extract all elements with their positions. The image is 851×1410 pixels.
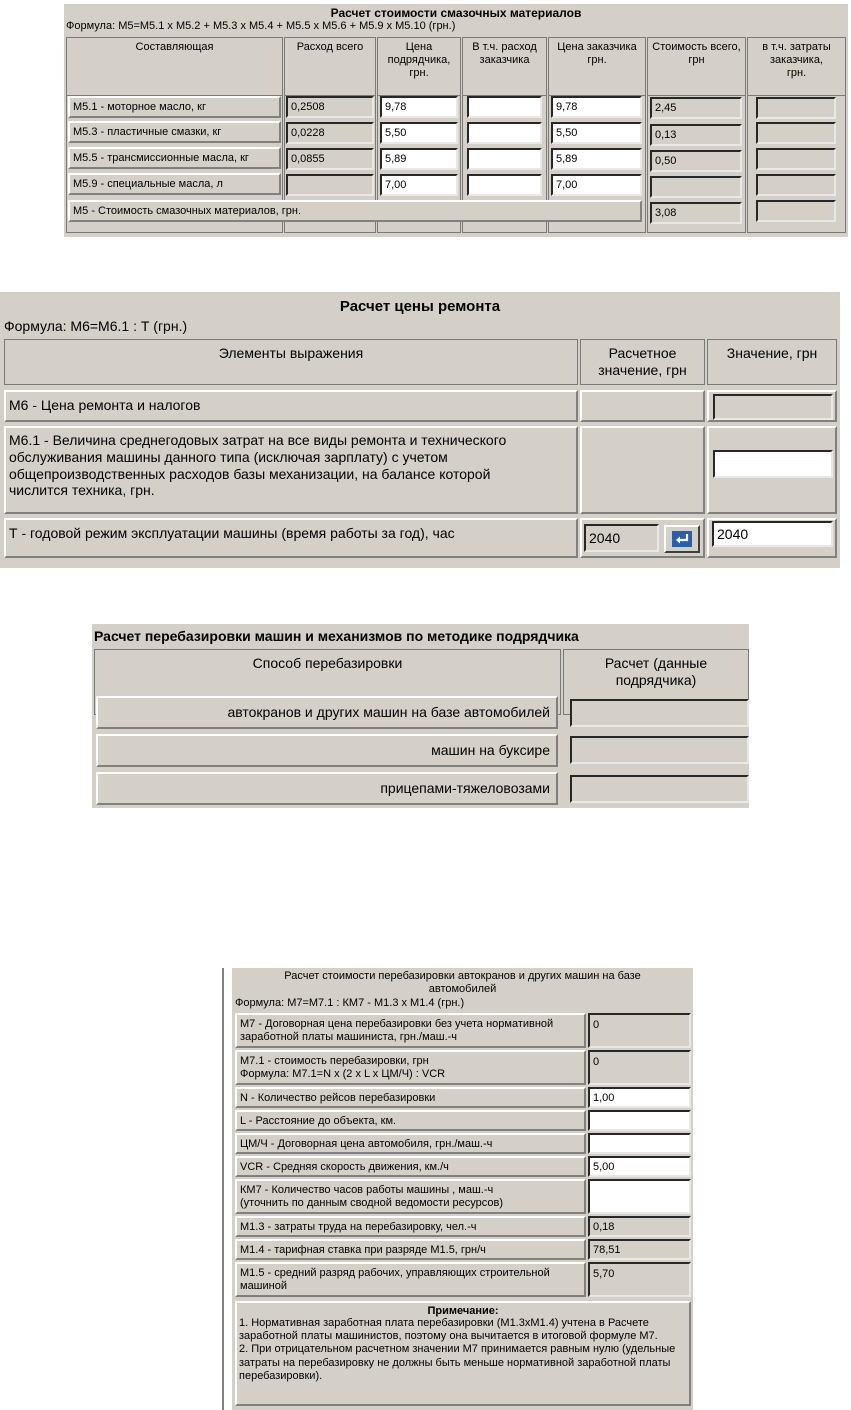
km7-value-input[interactable] xyxy=(588,1179,691,1214)
t-calc-field: 2040 xyxy=(584,524,659,552)
row-label-m55: М5.5 - трансмиссионные масла, кг xyxy=(68,147,281,169)
row-label-m6: М6 - Цена ремонта и налогов xyxy=(4,390,578,422)
row-label-m7: М7 - Договорная цена перебазировки без учета нормативной заработной платы машиниста, грн./маш.-ч xyxy=(235,1013,586,1048)
m53-contractor-price-input[interactable]: 5,50 xyxy=(380,122,458,144)
t-value-input[interactable]: 2040 xyxy=(712,521,833,547)
col-header-contractor-calc: Расчет (данные подрядчика) xyxy=(563,649,749,715)
row-label-m53: М5.3 - пластичные смазки, кг xyxy=(68,121,281,143)
vcr-value-input[interactable]: 5,00 xyxy=(588,1156,691,1177)
m51-total-cost-field: 2,45 xyxy=(650,97,742,119)
l-value-input[interactable] xyxy=(588,1110,691,1131)
apply-calc-button[interactable] xyxy=(664,525,700,553)
repair-panel xyxy=(0,292,840,568)
lubricants-formula: Формула: М5=М5.1 х М5.2 + М5.3 х М5.4 + М5.5 х М5.6 + М5.9 х М5.10 (грн.) xyxy=(66,20,456,32)
row-label-m14: М1.4 - тарифная ставка при разряде М1.5, грн/ч xyxy=(235,1239,586,1260)
row-label-t: Т - годовой режим эксплуатации машины (время работы за год), час xyxy=(4,518,578,558)
m51-contractor-price-input[interactable]: 9,78 xyxy=(380,96,458,118)
row-label-km7: КМ7 - Количество часов работы машины , маш.-ч (уточнить по данным сводной ведомости ресурсов) xyxy=(235,1179,586,1214)
m5-customer-cost-field xyxy=(756,200,836,222)
enter-arrow-icon xyxy=(672,531,692,547)
note-box xyxy=(235,1301,691,1406)
towed-value-field xyxy=(570,736,749,764)
relocation-method-title: Расчет перебазировки машин и механизмов по методике подрядчика xyxy=(94,628,579,644)
m53-customer-cost-field xyxy=(756,122,836,144)
m59-customer-cost-field xyxy=(756,174,836,196)
m6-calc-cell xyxy=(580,390,705,422)
row-label-trailers: прицепами-тяжеловозами xyxy=(96,772,558,805)
m53-customer-price-input[interactable]: 5,50 xyxy=(551,122,642,144)
m6-value-field xyxy=(713,394,833,420)
row-label-m59: М5.9 - специальные масла, л xyxy=(68,173,281,195)
m71-value-field: 0 xyxy=(588,1050,691,1085)
lubricants-panel xyxy=(64,4,848,237)
m59-total-use-field xyxy=(286,174,374,196)
total-label-m5: М5 - Стоимость смазочных материалов, грн. xyxy=(68,200,642,222)
row-label-vcr: VCR - Средняя скорость движения, км./ч xyxy=(235,1156,586,1177)
col-header-value: Значение, грн xyxy=(707,339,837,385)
repair-formula: Формула: М6=М6.1 : Т (грн.) xyxy=(4,318,188,334)
row-label-n: N - Количество рейсов перебазировки xyxy=(235,1087,586,1108)
autocrane-relocation-formula: Формула: М7=М7.1 : КМ7 - М1.3 х М1.4 (грн.) xyxy=(235,997,465,1009)
col-header-component: Составляющая xyxy=(66,37,283,96)
m53-customer-use-input[interactable] xyxy=(467,122,542,144)
row-label-m51: М5.1 - моторное масло, кг xyxy=(68,96,281,118)
row-label-m13: М1.3 - затраты труда на перебазировку, чел.-ч xyxy=(235,1216,586,1237)
row-label-autocranes: автокранов и других машин на базе автомобилей xyxy=(96,696,558,729)
autocrane-relocation-title: Расчет стоимости перебазировки автокранов и других машин на базе автомобилей xyxy=(284,970,641,996)
m5-total-cost-field: 3,08 xyxy=(650,202,742,224)
m55-customer-cost-field xyxy=(756,148,836,170)
n-value-input[interactable]: 1,00 xyxy=(588,1087,691,1108)
trailers-value-field xyxy=(570,775,749,803)
col-header-method: Способ перебазировки xyxy=(94,649,561,715)
repair-title: Расчет цены ремонта xyxy=(339,298,501,315)
row-label-l: L - Расстояние до объекта, км. xyxy=(235,1110,586,1131)
cmh-value-input[interactable] xyxy=(588,1133,691,1154)
panel-left-edge xyxy=(222,968,224,1410)
row-label-m61: М6.1 - Величина среднегодовых затрат на все виды ремонта и технического обслуживания машины данного типа (исключая зарплату) с учетом общепроизводственных расходов базы механизации, на балансе которой числится техника, грн. xyxy=(4,426,578,514)
m53-total-cost-field: 0,13 xyxy=(650,124,742,146)
m53-total-use-field: 0,0228 xyxy=(286,122,374,144)
row-label-m15: М1.5 - средний разряд рабочих, управляющих строительной машиной xyxy=(235,1262,586,1297)
m55-customer-use-input[interactable] xyxy=(467,148,542,170)
m55-customer-price-input[interactable]: 5,89 xyxy=(551,148,642,170)
lubricants-title: Расчет стоимости смазочных материалов xyxy=(330,6,582,20)
row-label-m71: М7.1 - стоимость перебазировки, грн Формула: М7.1=N х (2 х L х ЦМ/Ч) : VCR xyxy=(235,1050,586,1085)
col-header-customer-price: Цена заказчика грн. xyxy=(548,37,646,96)
note-text: 1. Нормативная заработная плата перебазировки (М1.3хМ1.4) учтена в Расчете заработной платы машинистов, поэтому она вычитается в итоговой формуле М7. 2. При отрицательном расчетном значении М7 принимается равным нулю (удельные затраты на перебазировку не должны быть меньше нормативной заработной платы перебазировки). xyxy=(239,1317,676,1382)
m61-calc-cell xyxy=(580,426,705,514)
col-header-total-cost: Стоимость всего, грн xyxy=(647,37,746,96)
col-header-customer-use: В т.ч. расход заказчика xyxy=(462,37,547,96)
m59-total-cost-field xyxy=(650,176,742,198)
m51-customer-price-input[interactable]: 9,78 xyxy=(551,96,642,118)
m59-contractor-price-input[interactable]: 7,00 xyxy=(380,174,458,196)
note-title: Примечание: xyxy=(427,1305,499,1317)
autocrane-relocation-panel xyxy=(232,968,693,1410)
m55-total-cost-field: 0,50 xyxy=(650,150,742,172)
m51-total-use-field: 0,2508 xyxy=(286,96,374,118)
m14-value-field: 78,51 xyxy=(588,1239,691,1260)
col-header-elements: Элементы выражения xyxy=(4,339,578,385)
m61-value-input[interactable] xyxy=(713,450,833,478)
col-header-total-use: Расход всего xyxy=(284,37,376,96)
m59-customer-price-input[interactable]: 7,00 xyxy=(551,174,642,196)
autocranes-value-field xyxy=(570,699,749,727)
m55-total-use-field: 0,0855 xyxy=(286,148,374,170)
m13-value-field: 0,18 xyxy=(588,1216,691,1237)
relocation-method-panel xyxy=(92,624,749,808)
m59-customer-use-input[interactable] xyxy=(467,174,542,196)
col-header-customer-cost: в т.ч. затраты заказчика, грн. xyxy=(747,37,846,96)
m7-value-field: 0 xyxy=(588,1013,691,1048)
m15-value-field: 5,70 xyxy=(588,1262,691,1297)
col-header-calc-value: Расчетное значение, грн xyxy=(580,339,705,385)
row-label-cmh: ЦМ/Ч - Договорная цена автомобиля, грн./маш.-ч xyxy=(235,1133,586,1154)
col-header-contractor-price: Цена подрядчика, грн. xyxy=(377,37,461,96)
m55-contractor-price-input[interactable]: 5,89 xyxy=(380,148,458,170)
m51-customer-use-input[interactable] xyxy=(467,96,542,118)
m51-customer-cost-field xyxy=(756,97,836,119)
row-label-towed: машин на буксире xyxy=(96,734,558,767)
